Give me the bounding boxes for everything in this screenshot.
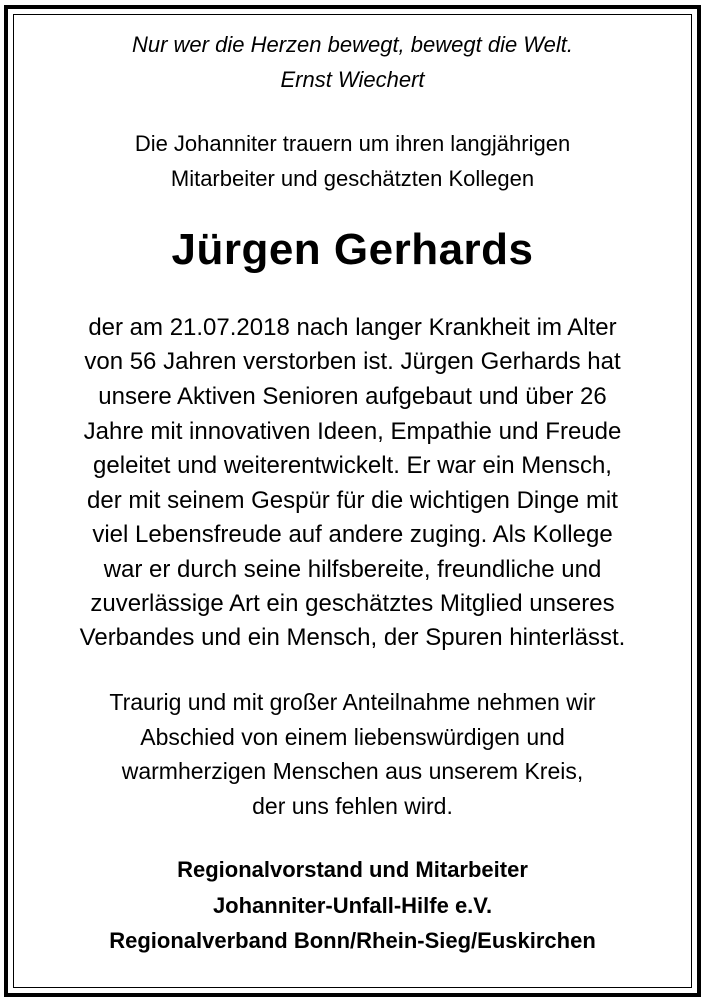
- closing-line: Abschied von einem liebenswürdigen und: [140, 724, 565, 750]
- quote-text: Nur wer die Herzen bewegt, bewegt die Welt.: [131, 32, 574, 57]
- signature-line: Regionalvorstand und Mitarbeiter: [177, 857, 528, 882]
- closing-line: Traurig und mit großer Anteilnahme nehmen wir: [109, 689, 596, 715]
- body-line: Verbandes und ein Mensch, der Spuren hinterlässt.: [79, 624, 626, 651]
- intro-line: Die Johanniter trauern um ihren langjährigen: [134, 131, 571, 156]
- quote-author: Ernst Wiechert: [280, 67, 425, 92]
- intro-line: Mitarbeiter und geschätzten Kollegen: [170, 166, 535, 191]
- body-line: viel Lebensfreude auf andere zuging. Als Kollege: [92, 521, 613, 548]
- deceased-name: Jürgen Gerhards: [171, 225, 534, 274]
- body-line: unsere Aktiven Senioren aufgebaut und über 26: [98, 383, 607, 410]
- body-line: der am 21.07.2018 nach langer Krankheit im Alter: [88, 314, 617, 341]
- body-line: zuverlässige Art ein geschätztes Mitglied unseres: [90, 590, 615, 617]
- body-line: war er durch seine hilfsbereite, freundliche und: [103, 556, 602, 583]
- signature-line: Regionalverband Bonn/Rhein-Sieg/Euskirchen: [109, 928, 596, 953]
- body-line: Jahre mit innovativen Ideen, Empathie und Freude: [83, 418, 622, 445]
- body-line: der mit seinem Gespür für die wichtigen Dinge mit: [87, 487, 618, 514]
- body-line: geleitet und weiterentwickelt. Er war ein Mensch,: [93, 452, 612, 479]
- body-line: von 56 Jahren verstorben ist. Jürgen Gerhards hat: [84, 348, 621, 375]
- closing-line: warmherzigen Menschen aus unserem Kreis,: [121, 758, 584, 784]
- closing-line: der uns fehlen wird.: [252, 793, 453, 819]
- signature-line: Johanniter-Unfall-Hilfe e.V.: [212, 893, 493, 918]
